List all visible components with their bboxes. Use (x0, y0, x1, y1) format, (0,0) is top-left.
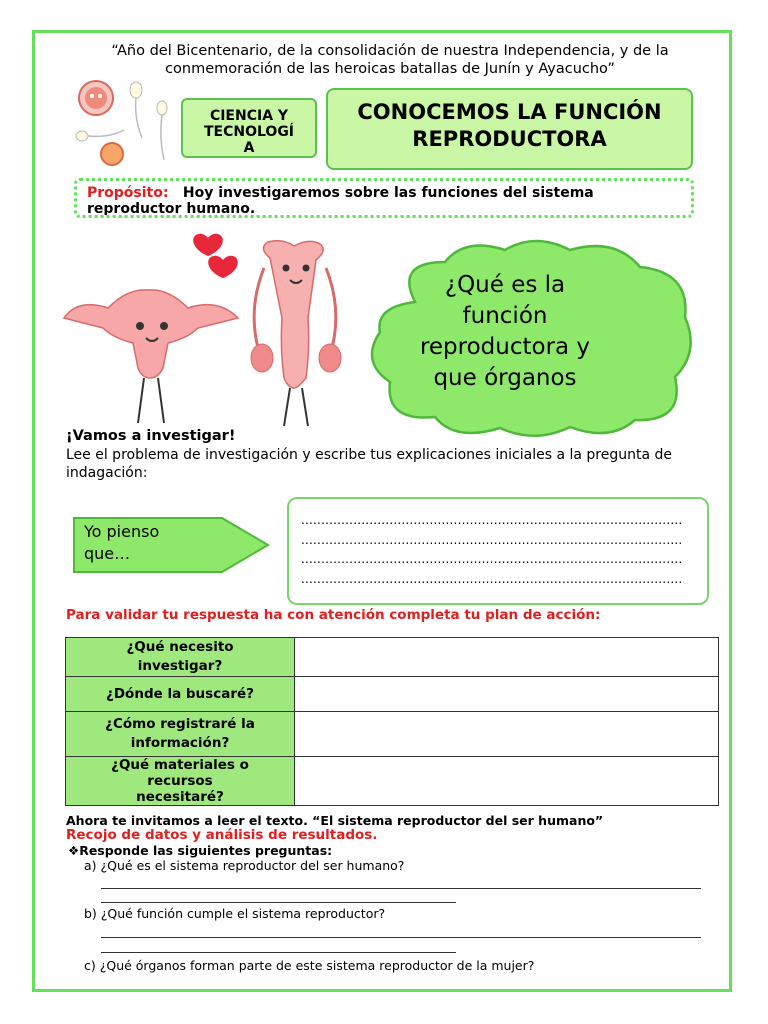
reproductive-organs-illustration (58, 228, 368, 428)
table-row (66, 757, 719, 806)
plan-question: ¿Cómo registraré la información? (66, 712, 295, 757)
subject-area-box: CIENCIA Y TECNOLOGÍ A (181, 98, 317, 158)
data-collection-heading: Recojo de datos y análisis de resultados. (66, 827, 378, 843)
plan-question: ¿Qué materiales o recursos necesitaré? (66, 757, 295, 806)
investigate-instruction: Lee el problema de investigación y escribe tus explicaciones iniciales a la pregunta de indagación: (66, 447, 672, 481)
answer-line-b2[interactable] (101, 952, 456, 953)
answer-line-b1[interactable] (101, 937, 701, 938)
think-label: Yo pienso que… (84, 522, 160, 563)
answer-line: ............................................................................................... (301, 571, 683, 586)
answer-line-a2[interactable] (101, 902, 456, 903)
answer-line: ............................................................................................... (301, 552, 683, 566)
answer-line: ............................................................................................... (301, 532, 683, 547)
action-plan-table (65, 637, 719, 806)
reproductive-cells-illustration (64, 78, 174, 170)
validate-instruction: Para validar tu respuesta ha con atención completa tu plan de acción: (66, 607, 601, 623)
plan-question: ¿Dónde la buscaré? (66, 677, 295, 712)
question-a: a) ¿Qué es el sistema reproductor del ser humano? (84, 858, 405, 873)
answer-line-a1[interactable] (101, 888, 701, 889)
question-c: c) ¿Qué órganos forman parte de este sistema reproductor de la mujer? (84, 958, 535, 973)
investigate-heading: ¡Vamos a investigar! (66, 428, 236, 444)
purpose-text: Hoy investigaremos sobre las funciones del sistema reproductor humano. (87, 185, 594, 217)
purpose-label: Propósito: (87, 185, 169, 201)
answer-questions-heading: ❖Responde las siguientes preguntas: (68, 843, 333, 858)
cloud-question: ¿Qué es la función reproductora y que órganos (419, 272, 591, 391)
plan-answer-cell[interactable] (295, 677, 719, 712)
bicentennial-quote: “Año del Bicentenario, de la consolidación de nuestra Independencia, y de la conmemoración de las heroicas batallas de Junín y Ayacucho” (111, 43, 669, 77)
plan-answer-cell[interactable] (295, 638, 719, 677)
table-row (66, 712, 719, 757)
plan-question: ¿Qué necesito investigar? (66, 638, 295, 677)
initial-explanation-box[interactable] (287, 497, 709, 605)
plan-answer-cell[interactable] (295, 712, 719, 757)
question-b: b) ¿Qué función cumple el sistema reproductor? (84, 906, 386, 921)
reading-invitation: Ahora te invitamos a leer el texto. “El sistema reproductor del ser humano” (66, 813, 604, 828)
table-row (66, 638, 719, 677)
plan-answer-cell[interactable] (295, 757, 719, 806)
answer-line: ............................................................................................... (301, 513, 683, 527)
table-row (66, 677, 719, 712)
lesson-title-box: CONOCEMOS LA FUNCIÓN REPRODUCTORA (326, 88, 693, 170)
purpose-box (74, 178, 694, 218)
